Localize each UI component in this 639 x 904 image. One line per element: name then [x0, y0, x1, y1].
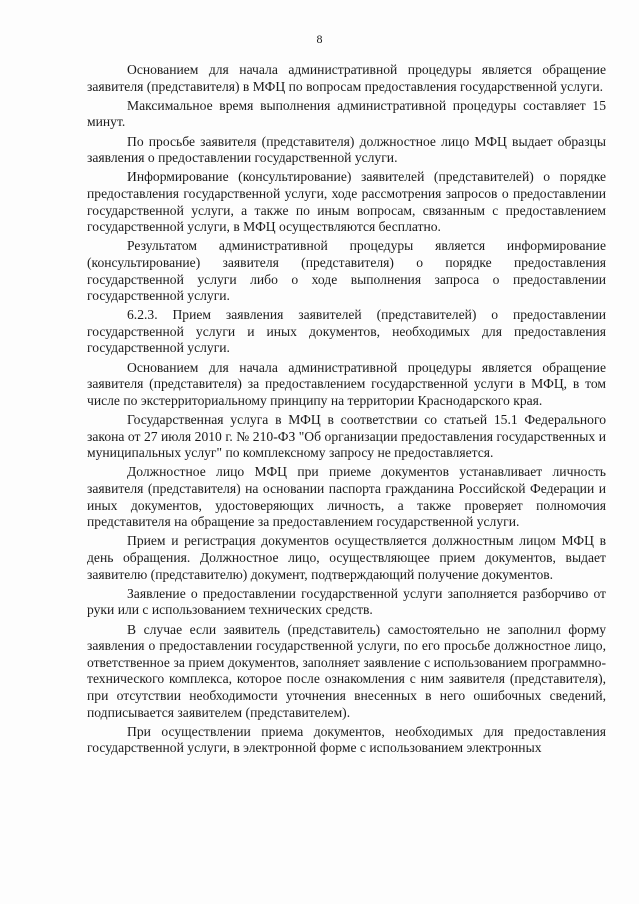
paragraph: Информирование (консультирование) заявителей (представителей) о порядке предоставления государственной услуги, ходе рассмотрения запросов о предоставлении государственной услуги, а также по иным вопросам, связанным с предоставлением государственной услуги, в МФЦ осуществляются бесплатно.: [87, 169, 606, 235]
page-number: 8: [316, 32, 323, 46]
paragraph: Должностное лицо МФЦ при приеме документов устанавливает личность заявителя (представителя) на основании паспорта гражданина Российской Федерации и иных документов, удостоверяющих личность, а также проверяет полномочия представителя на обращение за предоставлением государственной услуги.: [87, 464, 606, 530]
paragraph: Результатом административной процедуры является информирование (консультирование) заявителя (представителя) о порядке предоставления государственной услуги либо о ходе выполнения запроса о предоставлении государственной услуги.: [87, 238, 606, 304]
paragraph: По просьбе заявителя (представителя) должностное лицо МФЦ выдает образцы заявления о предоставлении государственной услуги.: [87, 133, 606, 166]
paragraph: В случае если заявитель (представитель) самостоятельно не заполнил форму заявления о предоставлении государственной услуги, по его просьбе должностное лицо, ответственное за прием документов, заполняет заявление с использованием программно-технического комплекса, которое после ознакомления с ним заявителя (представителя), при отсутствии необходимости уточнения внесенных в него ошибочных сведений, подписывается заявителем (представителем).: [87, 621, 606, 720]
paragraph: При осуществлении приема документов, необходимых для предоставления государственной услуги, в электронной форме с использованием электронных: [87, 723, 606, 756]
paragraph: Прием и регистрация документов осуществляется должностным лицом МФЦ в день обращения. Должностное лицо, осуществляющее прием документов, выдает заявителю (представителю) документ, подтверждающий получение документов.: [87, 533, 606, 582]
document-body: [87, 62, 606, 759]
paragraph: Максимальное время выполнения административной процедуры составляет 15 минут.: [87, 97, 606, 130]
paragraph: Основанием для начала административной процедуры является обращение заявителя (представителя) в МФЦ по вопросам предоставления государственной услуги.: [87, 62, 606, 94]
paragraph: Заявление о предоставлении государственной услуги заполняется разборчиво от руки или с использованием технических средств.: [87, 585, 606, 618]
paragraph: Основанием для начала административной процедуры является обращение заявителя (представителя) за предоставлением государственной услуги в МФЦ, в том числе по экстерриториальному принципу на территории Краснодарского края.: [87, 359, 606, 408]
paragraph: 6.2.3. Прием заявления заявителей (представителей) о предоставлении государственной услуги и иных документов, необходимых для предоставления государственной услуги.: [87, 307, 606, 356]
paragraph: Государственная услуга в МФЦ в соответствии со статьей 15.1 Федерального закона от 27 июля 2010 г. № 210-ФЗ "Об организации предоставления государственных и муниципальных услуг" по комплексному запросу не предоставляется.: [87, 412, 606, 461]
